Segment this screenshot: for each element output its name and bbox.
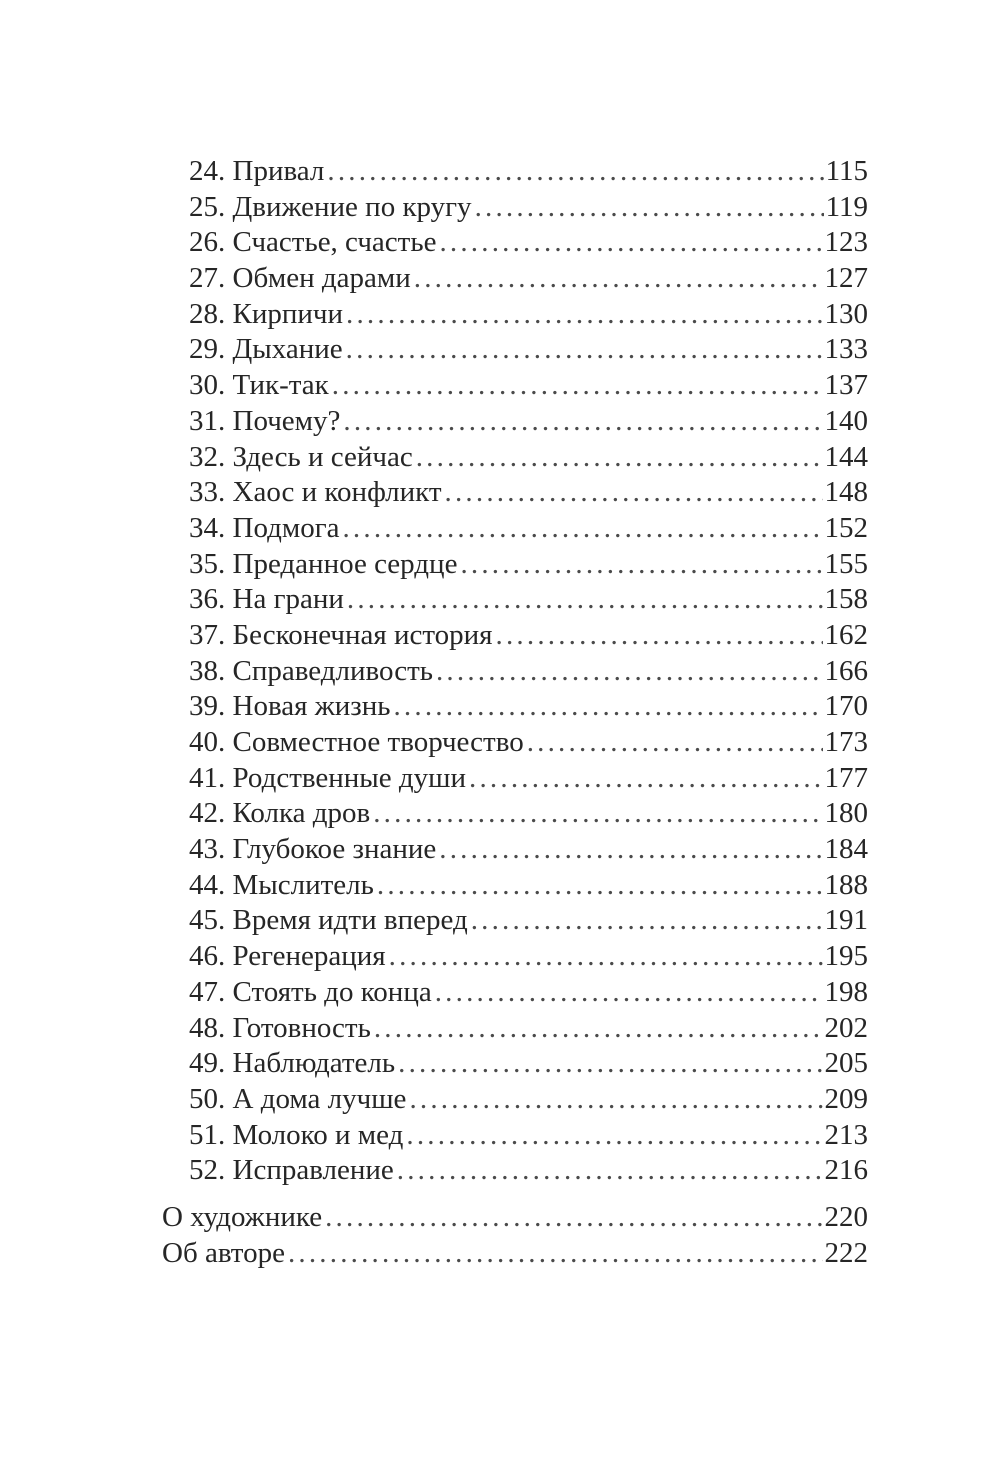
toc-entry-title: 40. Совместное творчество [189, 726, 524, 758]
toc-entry-title: 39. Новая жизнь [189, 690, 391, 723]
toc-dot-leader [436, 654, 823, 690]
toc-entry-page: 198 [824, 975, 868, 1008]
toc-dot-leader [460, 547, 822, 583]
toc-entry-page: 148 [824, 476, 868, 509]
toc-entry-title: Об авторе [162, 1236, 285, 1269]
toc-entry [162, 368, 868, 404]
toc-entry-title: 47. Стоять до конца [189, 975, 432, 1008]
toc-entry [162, 332, 868, 368]
toc-entry-title: 27. Обмен дарами [189, 262, 411, 295]
toc-dot-leader [346, 297, 822, 333]
toc-entry-title: 33. Хаос и конфликт [189, 476, 442, 509]
toc-entry-title: О художнике [162, 1200, 323, 1233]
toc-dot-leader [475, 190, 824, 226]
toc-entry-page: 177 [824, 761, 868, 794]
toc-entry-page: 209 [824, 1082, 868, 1115]
toc-entry [162, 761, 868, 797]
toc-entry-page: 162 [824, 618, 868, 651]
toc-entry [162, 404, 868, 440]
toc-entry [162, 939, 868, 975]
toc-dot-leader [325, 1200, 822, 1236]
toc-entry-page: 191 [824, 904, 868, 937]
toc-entry [162, 1011, 868, 1047]
toc-entry-title: 36. На грани [189, 583, 344, 616]
toc-entry-title: 34. Подмога [189, 511, 340, 544]
toc-entry-title: 29. Дыхание [189, 333, 343, 366]
toc-entry [162, 1236, 868, 1272]
toc-dot-leader [346, 332, 823, 368]
toc-dot-leader [409, 1082, 822, 1118]
toc-dot-leader [414, 261, 823, 297]
toc-entry-title: 30. Тик-так [189, 369, 329, 402]
toc-entry-page: 137 [824, 369, 868, 402]
toc-entry-title: 45. Время идти вперед [189, 904, 468, 937]
toc-entry [162, 654, 868, 690]
toc-entry [162, 1153, 868, 1189]
toc-entry-page: 130 [824, 297, 868, 330]
toc-entry-title: 35. Преданное сердце [189, 547, 458, 580]
toc-dot-leader [439, 832, 822, 868]
toc-entry [162, 725, 868, 761]
toc-entry-page: 216 [824, 1154, 868, 1187]
chapter-list [162, 154, 868, 1189]
toc-entry-title: 52. Исправление [189, 1154, 394, 1187]
toc-entry-title: 51. Молоко и мед [189, 1118, 404, 1151]
toc-entry [162, 689, 868, 725]
toc-entry-title: 49. Наблюдатель [189, 1047, 396, 1080]
toc-dot-leader [397, 1153, 823, 1189]
appendix-list [162, 1200, 868, 1271]
toc-entry [162, 903, 868, 939]
toc-entry-page: 202 [824, 1011, 868, 1044]
toc-dot-leader [347, 582, 823, 618]
toc-entry-page: 144 [824, 440, 868, 473]
toc-entry [162, 225, 868, 261]
toc-entry-page: 220 [824, 1200, 868, 1233]
toc-dot-leader [288, 1236, 823, 1272]
toc-entry-page: 222 [824, 1236, 868, 1269]
toc-entry-title: 41. Родственные души [189, 761, 467, 794]
toc-entry-page: 155 [824, 547, 868, 580]
toc-entry-title: 43. Глубокое знание [189, 833, 437, 866]
toc-entry [162, 1118, 868, 1154]
toc-entry-page: 170 [824, 690, 868, 723]
toc-entry [162, 618, 868, 654]
toc-dot-leader [435, 975, 823, 1011]
toc-entry-title: 48. Готовность [189, 1011, 371, 1044]
toc-entry [162, 582, 868, 618]
toc-entry-page: 205 [824, 1047, 868, 1080]
toc-entry-title: 44. Мыслитель [189, 868, 374, 901]
toc-dot-leader [471, 903, 823, 939]
toc-dot-leader [398, 1046, 822, 1082]
toc-entry-title: 42. Колка дров [189, 797, 371, 830]
toc-entry [162, 261, 868, 297]
toc-entry [162, 796, 868, 832]
toc-entry-page: 115 [825, 155, 868, 187]
toc-dot-leader [332, 368, 823, 404]
toc-entry [162, 511, 868, 547]
table-of-contents [162, 154, 868, 1271]
toc-entry-page: 213 [824, 1118, 868, 1151]
toc-dot-leader [374, 1011, 823, 1047]
toc-entry [162, 154, 868, 190]
toc-entry-title: 28. Кирпичи [189, 297, 344, 330]
toc-entry [162, 868, 868, 904]
toc-entry-page: 184 [824, 833, 868, 866]
toc-entry-page: 140 [824, 404, 868, 437]
toc-dot-leader [406, 1118, 822, 1154]
toc-dot-leader [416, 440, 823, 476]
toc-entry-page: 158 [824, 583, 868, 616]
toc-entry [162, 1046, 868, 1082]
toc-dot-leader [327, 154, 823, 190]
toc-dot-leader [389, 939, 823, 975]
toc-entry [162, 190, 868, 226]
toc-entry [162, 1082, 868, 1118]
toc-dot-leader [393, 689, 822, 725]
toc-dot-leader [469, 761, 822, 797]
toc-dot-leader [439, 225, 822, 261]
toc-entry-page: 133 [824, 333, 868, 366]
toc-dot-leader [377, 868, 823, 904]
toc-entry [162, 1200, 868, 1236]
toc-dot-leader [373, 796, 822, 832]
toc-entry-title: 32. Здесь и сейчас [189, 440, 413, 473]
toc-dot-leader [342, 511, 822, 547]
toc-entry-title: 31. Почему? [189, 404, 341, 437]
toc-entry-page: 195 [824, 940, 868, 973]
toc-entry [162, 832, 868, 868]
toc-entry-page: 127 [824, 262, 868, 295]
toc-dot-leader [445, 475, 823, 511]
toc-entry-title: 24. Привал [189, 155, 325, 187]
toc-entry [162, 440, 868, 476]
toc-entry-page: 173 [824, 726, 868, 758]
toc-entry-title: 38. Справедливость [189, 654, 433, 687]
toc-entry-page: 123 [824, 226, 868, 259]
toc-entry [162, 475, 868, 511]
toc-entry-page: 152 [824, 511, 868, 544]
toc-entry-page: 119 [825, 190, 868, 223]
toc-dot-leader [527, 725, 823, 761]
toc-entry [162, 975, 868, 1011]
toc-entry-page: 180 [824, 797, 868, 830]
toc-entry-title: 25. Движение по кругу [189, 190, 472, 223]
toc-entry-title: 37. Бесконечная история [189, 618, 493, 651]
toc-entry-title: 26. Счастье, счастье [189, 226, 437, 259]
toc-entry-page: 188 [824, 868, 868, 901]
toc-dot-leader [496, 618, 823, 654]
toc-entry [162, 297, 868, 333]
toc-entry [162, 547, 868, 583]
toc-dot-leader [343, 404, 822, 440]
toc-entry-title: 46. Регенерация [189, 940, 386, 973]
toc-entry-page: 166 [824, 654, 868, 687]
toc-entry-title: 50. А дома лучше [189, 1082, 407, 1115]
